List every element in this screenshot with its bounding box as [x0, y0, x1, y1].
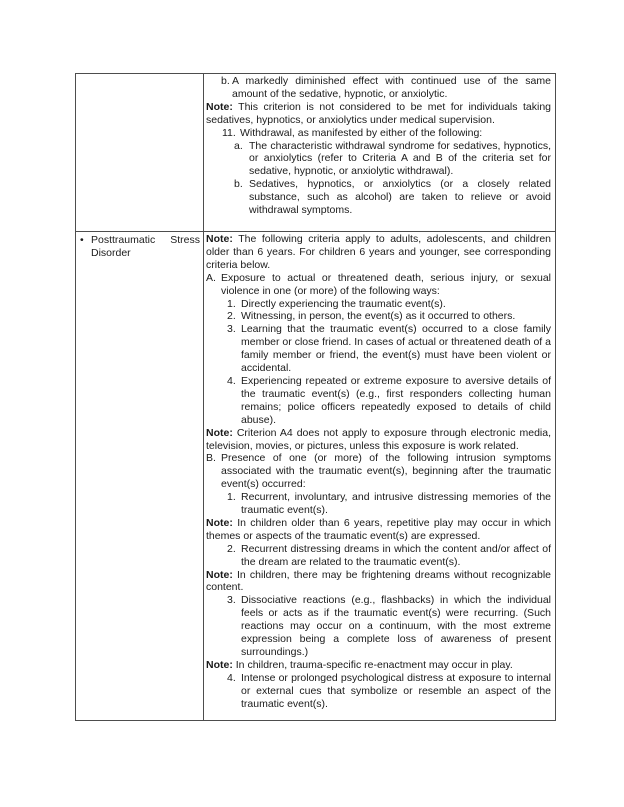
list-marker: 11. [222, 126, 236, 139]
bullet-icon: • [80, 234, 84, 246]
list-item [206, 323, 551, 375]
note-label: Note: [206, 658, 233, 671]
list-marker: 2. [227, 310, 236, 323]
list-item [206, 594, 551, 659]
criteria-cell [204, 74, 555, 231]
list-item [206, 298, 551, 311]
note-text: Criterion A4 does not apply to exposure through electronic media, television, movies, or pictures, unless this exposure is work related. [206, 426, 551, 452]
note-text: In children, trauma-specific re-enactment may occur in play. [235, 658, 513, 671]
criterion-text: Presence of one (or more) of the following intrusion symptoms associated with the traumatic event(s), beginning after the traumatic event(s) occurred: [221, 452, 551, 491]
list-marker: a. [234, 139, 243, 152]
note-text: The following criteria apply to adults, adolescents, and children older than 6 years. For children 6 years and younger, see corresponding criteria below. [206, 233, 551, 271]
note-text: This criterion is not considered to be met for individuals taking sedatives, hypnotics, or anxiolytics under medical supervision. [206, 100, 552, 126]
table-row [76, 231, 555, 720]
list-item [206, 491, 551, 517]
list-item-text: Witnessing, in person, the event(s) as it occurred to others. [241, 310, 516, 323]
list-item [206, 140, 551, 179]
list-item-text: The characteristic withdrawal syndrome for sedatives, hypnotics, or anxiolytics (refer to Criteria A and B of the criteria set for sedative, hypnotic, or anxiolytic withdrawal). [249, 139, 551, 178]
disorder-name-cell [76, 74, 204, 231]
criteria-cell [204, 232, 555, 720]
list-item-text: Withdrawal, as manifested by either of the following: [240, 126, 483, 139]
note-paragraph [206, 233, 551, 272]
note-label: Note: [206, 426, 233, 439]
note-label: Note: [206, 568, 233, 581]
list-marker: 3. [227, 323, 236, 336]
list-item-text: Directly experiencing the traumatic event(s). [241, 297, 446, 310]
list-marker: 2. [227, 542, 236, 555]
list-marker: 1. [227, 491, 236, 504]
list-marker: 4. [227, 374, 236, 387]
list-marker: 4. [227, 671, 236, 684]
list-item [206, 375, 551, 427]
disorder-bullet-item [80, 234, 200, 260]
disorder-name-cell [76, 232, 204, 720]
note-paragraph [206, 517, 551, 543]
criterion-item [206, 272, 551, 298]
list-item-text: Sedatives, hypnotics, or anxiolytics (or a closely related substance, such as alcohol) are taken to relieve or avoid withdrawal symptoms. [249, 178, 551, 217]
list-item-text: Recurrent distressing dreams in which the content and/or affect of the dream are related to the traumatic event(s). [241, 542, 551, 568]
diagnostic-criteria-table [75, 73, 556, 721]
note-paragraph [206, 659, 551, 672]
list-item-text: Recurrent, involuntary, and intrusive distressing memories of the traumatic event(s). [241, 491, 551, 517]
note-paragraph [206, 427, 551, 453]
list-item [206, 127, 551, 140]
table-row [76, 74, 555, 231]
list-item-text: Dissociative reactions (e.g., flashbacks) in which the individual feels or acts as if the traumatic event(s) were recurring. (Such reactions may occur on a continuum, with the most extreme expression being a complete loss of awareness of present surroundings.) [241, 594, 551, 658]
list-item [206, 75, 551, 101]
list-marker: 3. [227, 594, 236, 607]
list-marker: 1. [227, 297, 236, 310]
list-item-text: Experiencing repeated or extreme exposure to aversive details of the traumatic event(s) (e.g., first responders collecting human remains; police officers repeatedly exposed to details of child abuse). [241, 374, 551, 426]
list-item [206, 672, 551, 711]
list-item-text: A markedly diminished effect with continued use of the same amount of the sedative, hypnotic, or anxiolytic. [232, 75, 551, 100]
note-label: Note: [206, 233, 233, 245]
list-item-text: Learning that the traumatic event(s) occurred to a close family member or close friend. In cases of actual or threatened death of a family member or friend, the event(s) must have been violent or accidental. [241, 323, 551, 375]
criterion-text: Exposure to actual or threatened death, serious injury, or sexual violence in one (or more) of the following ways: [221, 271, 551, 297]
list-marker: B. [206, 452, 216, 465]
list-item [206, 310, 551, 323]
list-marker: b. [221, 75, 230, 87]
note-paragraph [206, 569, 551, 595]
list-item [206, 178, 551, 217]
disorder-name: Posttraumatic Stress Disorder [91, 234, 200, 259]
list-marker: b. [234, 178, 243, 191]
note-text: In children older than 6 years, repetitive play may occur in which themes or aspects of the traumatic event(s) are expressed. [206, 516, 552, 542]
list-item [206, 543, 551, 569]
criterion-item [206, 452, 551, 491]
list-marker: A. [206, 271, 216, 284]
note-text: In children, there may be frightening dreams without recognizable content. [206, 568, 551, 594]
note-label: Note: [206, 516, 233, 529]
note-paragraph [206, 101, 551, 127]
list-item-text: Intense or prolonged psychological distress at exposure to internal or external cues that symbolize or resemble an aspect of the traumatic event(s). [241, 671, 551, 710]
note-label: Note: [206, 100, 233, 113]
